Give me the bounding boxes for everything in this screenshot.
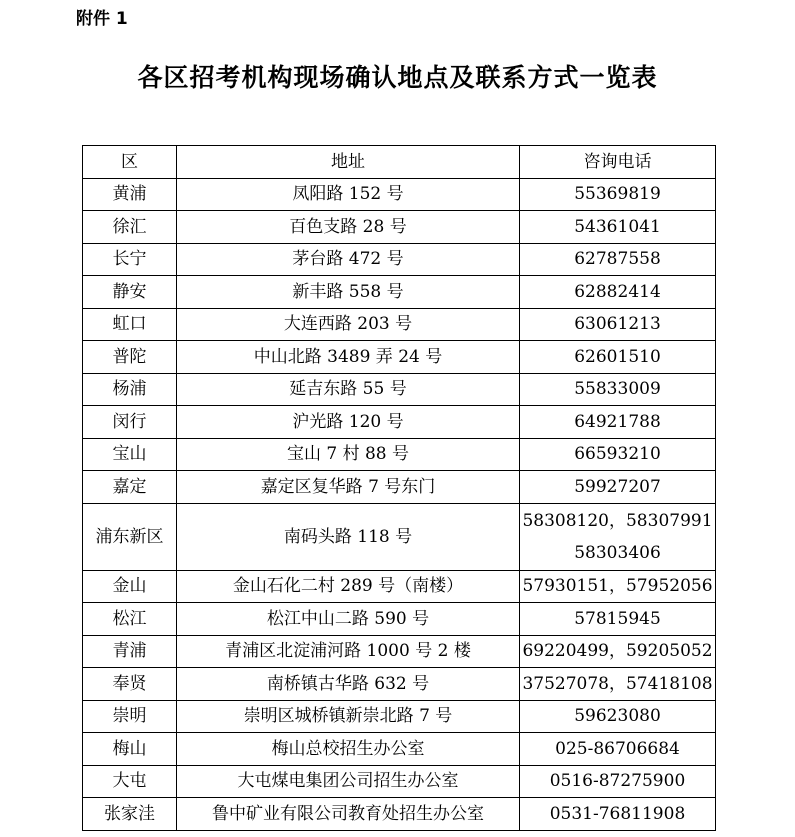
phone-number: 025-86706684 (555, 738, 680, 759)
table-row (83, 798, 716, 831)
address-cell: 金山石化二村 289 号（南楼） (177, 570, 520, 603)
district-cell: 青浦 (83, 635, 177, 668)
phone-cell (520, 471, 716, 504)
district-cell: 长宁 (83, 243, 177, 276)
phone-number: 0516-87275900 (549, 771, 686, 792)
address-cell: 梅山总校招生办公室 (177, 733, 520, 766)
table-row (83, 341, 716, 374)
address-cell: 南码头路 118 号 (177, 503, 520, 570)
phone-cell (520, 798, 716, 831)
district-cell: 杨浦 (83, 373, 177, 406)
district-cell: 嘉定 (83, 471, 177, 504)
phone-cell (520, 308, 716, 341)
attachment-label: 附件 1 (76, 9, 128, 29)
table-row (83, 765, 716, 798)
page-title: 各区招考机构现场确认地点及联系方式一览表 (137, 63, 658, 92)
district-cell: 奉贤 (83, 668, 177, 701)
table-row (83, 211, 716, 244)
address-cell: 凤阳路 152 号 (177, 178, 520, 211)
phone-cell (520, 700, 716, 733)
phone-cell (520, 406, 716, 439)
table-row (83, 308, 716, 341)
phone-number: 55833009 (574, 379, 661, 400)
district-cell: 普陀 (83, 341, 177, 374)
district-cell: 大屯 (83, 765, 177, 798)
address-cell: 南桥镇古华路 632 号 (177, 668, 520, 701)
phone-cell (520, 178, 716, 211)
phone-cell (520, 668, 716, 701)
table-row (83, 603, 716, 636)
phone-number: 59927207 (574, 476, 661, 497)
address-cell: 鲁中矿业有限公司教育处招生办公室 (177, 798, 520, 831)
address-cell: 青浦区北淀浦河路 1000 号 2 楼 (177, 635, 520, 668)
table-header-row (83, 146, 716, 179)
column-header-address: 地址 (177, 146, 520, 179)
phone-number: 63061213 (574, 314, 661, 335)
table-row (83, 570, 716, 603)
district-cell: 松江 (83, 603, 177, 636)
phone-cell (520, 211, 716, 244)
phone-cell (520, 438, 716, 471)
phone-cell (520, 243, 716, 276)
district-cell: 徐汇 (83, 211, 177, 244)
district-cell: 张家洼 (83, 798, 177, 831)
table-row (83, 471, 716, 504)
phone-number: 59623080 (574, 706, 661, 727)
phone-number: 54361041 (574, 216, 661, 237)
address-cell: 沪光路 120 号 (177, 406, 520, 439)
table-row (83, 373, 716, 406)
phone-number: 37527078，57418108 (522, 673, 713, 694)
address-cell: 百色支路 28 号 (177, 211, 520, 244)
phone-cell (520, 733, 716, 766)
phone-number: 55369819 (574, 184, 661, 205)
table-row (83, 503, 716, 570)
column-header-district: 区 (83, 146, 177, 179)
table-row (83, 668, 716, 701)
table-row (83, 406, 716, 439)
phone-number: 58308120，58307991 (522, 510, 713, 531)
address-cell: 茅台路 472 号 (177, 243, 520, 276)
address-cell: 大连西路 203 号 (177, 308, 520, 341)
district-cell: 宝山 (83, 438, 177, 471)
table-row (83, 438, 716, 471)
address-cell: 松江中山二路 590 号 (177, 603, 520, 636)
table-body (83, 178, 716, 830)
address-cell: 崇明区城桥镇新崇北路 7 号 (177, 700, 520, 733)
district-cell: 虹口 (83, 308, 177, 341)
phone-number: 62601510 (574, 346, 661, 367)
table-row (83, 178, 716, 211)
phone-number: 69220499，59205052 (522, 641, 713, 662)
district-cell: 金山 (83, 570, 177, 603)
address-cell: 大屯煤电集团公司招生办公室 (177, 765, 520, 798)
district-cell: 浦东新区 (83, 503, 177, 570)
address-cell: 中山北路 3489 弄 24 号 (177, 341, 520, 374)
district-cell: 闵行 (83, 406, 177, 439)
district-cell: 崇明 (83, 700, 177, 733)
phone-cell (520, 765, 716, 798)
phone-number: 62787558 (574, 249, 661, 270)
sites-table (82, 145, 716, 831)
table-row (83, 243, 716, 276)
district-cell: 静安 (83, 276, 177, 309)
table-row (83, 276, 716, 309)
phone-number: 62882414 (574, 281, 661, 302)
table-row (83, 733, 716, 766)
table-row (83, 635, 716, 668)
phone-cell (520, 603, 716, 636)
address-cell: 嘉定区复华路 7 号东门 (177, 471, 520, 504)
phone-number: 64921788 (574, 411, 661, 432)
phone-number: 58303406 (574, 542, 661, 563)
phone-number: 57930151，57952056 (522, 576, 713, 597)
phone-cell (520, 276, 716, 309)
district-cell: 梅山 (83, 733, 177, 766)
address-cell: 新丰路 558 号 (177, 276, 520, 309)
address-cell: 宝山 7 村 88 号 (177, 438, 520, 471)
phone-cell (520, 570, 716, 603)
table-row (83, 700, 716, 733)
district-cell: 黄浦 (83, 178, 177, 211)
phone-cell (520, 503, 716, 570)
phone-cell (520, 373, 716, 406)
address-cell: 延吉东路 55 号 (177, 373, 520, 406)
phone-number: 57815945 (574, 608, 661, 629)
phone-number: 66593210 (574, 444, 661, 465)
phone-number: 0531-76811908 (549, 803, 686, 824)
phone-cell (520, 341, 716, 374)
column-header-phone: 咨询电话 (520, 146, 716, 179)
phone-cell (520, 635, 716, 668)
